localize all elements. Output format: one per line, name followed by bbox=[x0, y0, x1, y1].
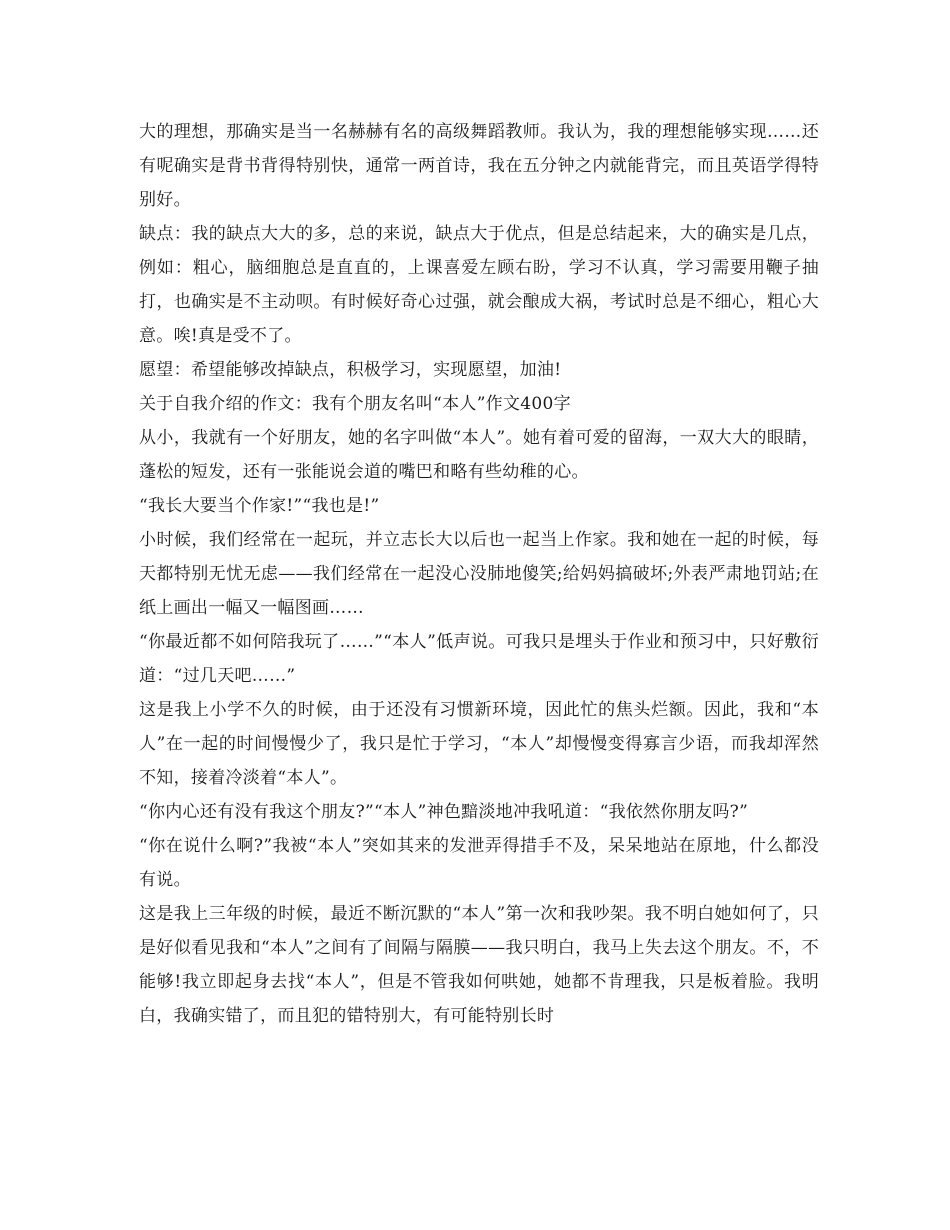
paragraph-6: “我长大要当个作家!”“我也是!” bbox=[139, 496, 380, 516]
paragraph-3: 愿望：希望能够改掉缺点，积极学习，实现愿望，加油! bbox=[139, 360, 562, 380]
paragraph-9: 这是我上小学不久的时候，由于还没有习惯新环境，因此忙的焦头烂额。因此，我和“本人”在一起的时间慢慢少了，我只是忙于学习，“本人”却慢慢变得寡言少语，而我却浑然不知，接着冷淡着“本人”。 bbox=[139, 700, 819, 788]
paragraph-7: 小时候，我们经常在一起玩，并立志长大以后也一起当上作家。我和她在一起的时候，每天都特别无忧无虑——我们经常在一起没心没肺地傻笑;给妈妈搞破坏;外表严肃地罚站;在纸上画出一幅又一幅图画…… bbox=[139, 530, 819, 618]
paragraph-11: “你在说什么啊?”我被“本人”突如其来的发泄弄得措手不及，呆呆地站在原地，什么都没有说。 bbox=[139, 836, 819, 890]
paragraph-10: “你内心还有没有我这个朋友?”“本人”神色黯淡地冲我吼道：“我依然你朋友吗?” bbox=[139, 802, 749, 822]
paragraph-1: 大的理想，那确实是当一名赫赫有名的高级舞蹈教师。我认为，我的理想能够实现……还有呢确实是背书背得特别快，通常一两首诗，我在五分钟之内就能背完，而且英语学得特别好。 bbox=[139, 122, 819, 210]
essay-title: 关于自我介绍的作文：我有个朋友名叫“本人”作文400字 bbox=[139, 394, 571, 414]
paragraph-2: 缺点：我的缺点大大的多，总的来说，缺点大于优点，但是总结起来，大的确实是几点，例如：粗心，脑细胞总是直直的，上课喜爱左顾右盼，学习不认真，学习需要用鞭子抽打，也确实是不主动呗。有时候好奇心过强，就会酿成大祸，考试时总是不细心，粗心大意。唉!真是受不了。 bbox=[139, 224, 819, 346]
paragraph-12: 这是我上三年级的时候，最近不断沉默的“本人”第一次和我吵架。我不明白她如何了，只是好似看见我和“本人”之间有了间隔与隔膜——我只明白，我马上失去这个朋友。不，不能够!我立即起身去找“本人”，但是不管我如何哄她，她都不肯理我，只是板着脸。我明白，我确实错了，而且犯的错特别大，有可能特别长时 bbox=[139, 904, 819, 1026]
paragraph-5: 从小，我就有一个好朋友，她的名字叫做“本人”。她有着可爱的留海，一双大大的眼睛，蓬松的短发，还有一张能说会道的嘴巴和略有些幼稚的心。 bbox=[139, 428, 819, 482]
document-body bbox=[139, 115, 819, 1033]
paragraph-8: “你最近都不如何陪我玩了……”“本人”低声说。可我只是埋头于作业和预习中，只好敷衍道：“过几天吧……” bbox=[139, 632, 819, 686]
